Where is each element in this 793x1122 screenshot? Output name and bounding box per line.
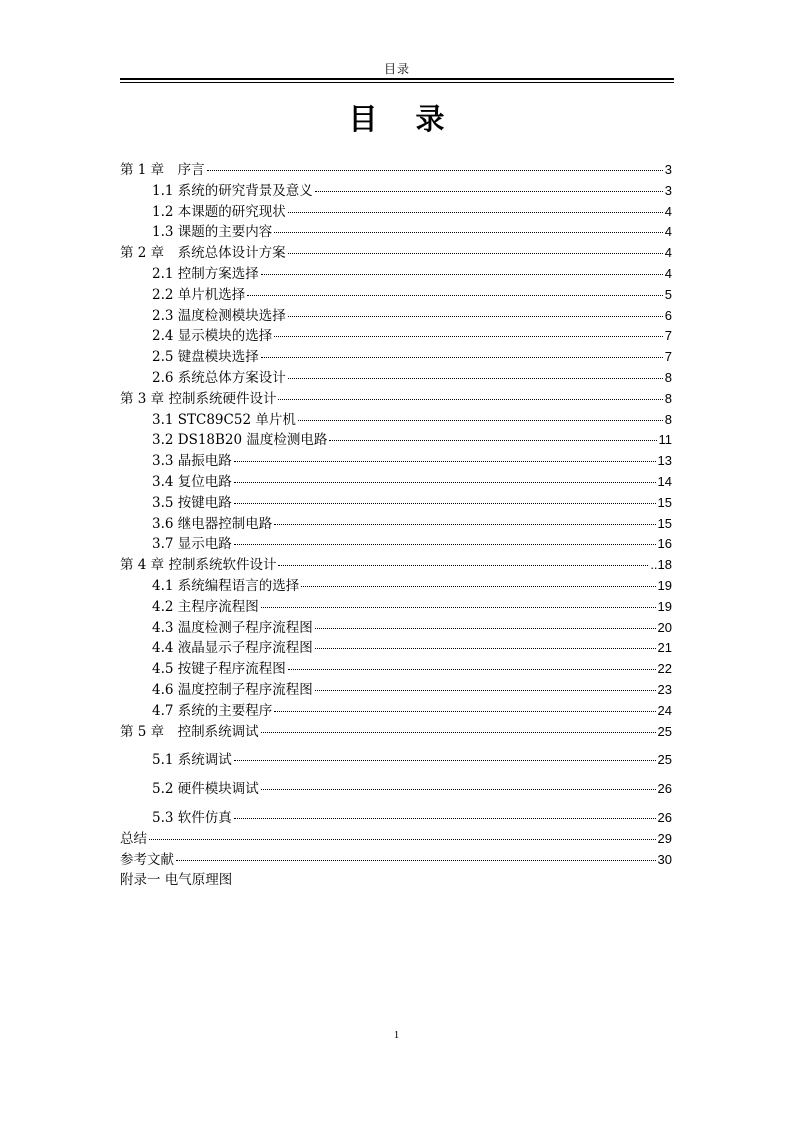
toc-entry-page: 8 (664, 411, 672, 427)
toc-entry-page: 4 (664, 265, 672, 281)
toc-entry-page: 30 (657, 851, 672, 867)
toc-entry-page: 24 (657, 702, 672, 718)
table-of-contents (120, 160, 672, 891)
toc-entry-label: 4.4 液晶显示子程序流程图 (152, 640, 313, 657)
toc-entry[interactable] (120, 638, 672, 659)
toc-dot-leader (149, 839, 656, 840)
toc-entry[interactable] (120, 680, 672, 701)
toc-entry-label: 2.6 系统总体方案设计 (152, 369, 286, 386)
toc-entry-page: 19 (657, 577, 672, 593)
toc-entry[interactable] (120, 722, 672, 743)
toc-entry-page: 25 (657, 723, 672, 739)
toc-entry[interactable] (120, 472, 672, 493)
toc-dot-leader (234, 760, 656, 761)
toc-dot-leader (261, 607, 656, 608)
toc-entry-page: 19 (657, 598, 672, 614)
toc-entry[interactable] (120, 347, 672, 368)
toc-dot-leader (278, 399, 662, 400)
toc-entry[interactable] (120, 534, 672, 555)
toc-entry[interactable] (120, 779, 672, 800)
toc-entry[interactable] (120, 597, 672, 618)
toc-entry-label: 2.1 控制方案选择 (152, 265, 259, 282)
toc-dot-leader (274, 232, 663, 233)
toc-entry-label: 5.1 系统调试 (152, 752, 232, 769)
toc-entry[interactable] (120, 576, 672, 597)
toc-entry[interactable] (120, 870, 672, 891)
toc-dot-leader (274, 711, 655, 712)
header-rule-thick (120, 78, 674, 80)
toc-entry-label: 4.2 主程序流程图 (152, 598, 259, 615)
toc-dot-leader (315, 690, 656, 691)
toc-dot-leader (261, 789, 656, 790)
toc-entry[interactable] (120, 850, 672, 871)
toc-entry-label: 第 3 章 控制系统硬件设计 (120, 390, 277, 407)
toc-dot-leader (288, 212, 663, 213)
toc-dot-leader (278, 565, 648, 566)
toc-entry-label: 4.7 系统的主要程序 (152, 702, 273, 719)
toc-entry-label: 3.5 按键电路 (152, 494, 232, 511)
toc-entry-label: 2.2 单片机选择 (152, 286, 246, 303)
toc-entry[interactable] (120, 410, 672, 431)
toc-entry-page: 23 (657, 681, 672, 697)
toc-dot-leader (301, 586, 655, 587)
toc-dot-leader (298, 420, 663, 421)
toc-entry[interactable] (120, 451, 672, 472)
toc-dot-leader (247, 295, 663, 296)
toc-dot-leader (261, 732, 656, 733)
toc-entry-label: 3.1 STC89C52 单片机 (152, 411, 296, 428)
toc-entry-label: 附录一 电气原理图 (120, 872, 233, 889)
toc-entry-page: 13 (657, 453, 672, 469)
header-title: 目录 (383, 62, 410, 76)
toc-dot-leader (315, 191, 663, 192)
toc-entry[interactable] (120, 659, 672, 680)
toc-entry-label: 第 1 章 序言 (120, 162, 205, 178)
toc-entry[interactable] (120, 160, 672, 181)
toc-entry[interactable] (120, 326, 672, 347)
toc-entry-page: 6 (664, 307, 672, 323)
toc-dot-leader (234, 818, 656, 819)
toc-entry[interactable] (120, 181, 672, 202)
toc-dot-leader (261, 274, 663, 275)
toc-dot-leader (274, 336, 663, 337)
toc-entry-page: 3 (664, 182, 672, 198)
toc-entry-label: 3.7 显示电路 (152, 536, 232, 553)
toc-entry[interactable] (120, 493, 672, 514)
toc-entry[interactable] (120, 202, 672, 223)
page-title: 目 录 (348, 102, 459, 136)
toc-entry[interactable] (120, 368, 672, 389)
toc-entry-page: 4 (664, 224, 672, 240)
toc-entry-page: ..18 (650, 557, 672, 573)
toc-entry-page: 11 (658, 432, 672, 448)
toc-entry-page: 7 (664, 349, 672, 365)
toc-entry[interactable] (120, 430, 672, 451)
toc-dot-leader (288, 316, 663, 317)
page-header (120, 58, 674, 88)
toc-entry-label: 4.3 温度检测子程序流程图 (152, 619, 313, 636)
toc-entry-page: 14 (657, 473, 672, 489)
toc-entry[interactable] (120, 222, 672, 243)
toc-dot-leader (274, 524, 655, 525)
toc-entry-label: 1.1 系统的研究背景及意义 (152, 182, 313, 199)
toc-dot-leader (234, 503, 656, 504)
toc-entry[interactable] (120, 306, 672, 327)
toc-entry-label: 总结 (120, 830, 147, 847)
toc-entry-page: 29 (657, 830, 672, 846)
toc-dot-leader (234, 544, 656, 545)
toc-entry-label: 4.5 按键子程序流程图 (152, 661, 286, 678)
toc-entry-page: 25 (657, 752, 672, 768)
toc-dot-leader (329, 440, 656, 441)
toc-dot-leader (288, 378, 663, 379)
toc-entry-page: 3 (664, 162, 672, 177)
toc-entry-page: 7 (664, 328, 672, 344)
header-rule-thin (120, 82, 674, 83)
toc-entry-label: 5.3 软件仿真 (152, 809, 232, 826)
toc-entry[interactable] (120, 243, 672, 264)
toc-dot-leader (288, 253, 663, 254)
toc-dot-leader (261, 357, 663, 358)
toc-dot-leader (176, 860, 656, 861)
toc-entry-label: 3.6 继电器控制电路 (152, 515, 273, 532)
toc-dot-leader (288, 669, 656, 670)
toc-entry[interactable] (120, 555, 672, 576)
toc-entry-page: 15 (657, 515, 672, 531)
toc-entry-page: 21 (657, 640, 672, 656)
toc-entry-page: 20 (657, 619, 672, 635)
toc-entry-page: 8 (664, 390, 672, 406)
toc-entry-page: 4 (664, 245, 672, 261)
toc-dot-leader (315, 628, 656, 629)
toc-entry-label: 3.2 DS18B20 温度检测电路 (152, 432, 328, 449)
toc-entry-page: 4 (664, 203, 672, 219)
toc-entry-page: 22 (657, 661, 672, 677)
toc-dot-leader (207, 170, 663, 171)
toc-entry[interactable] (120, 701, 672, 722)
toc-entry-page: 16 (657, 536, 672, 552)
toc-entry-label: 参考文献 (120, 851, 174, 868)
toc-entry-label: 2.5 键盘模块选择 (152, 349, 259, 366)
toc-entry-page: 26 (657, 781, 672, 797)
toc-entry-page: 5 (664, 286, 672, 302)
toc-entry-label: 4.1 系统编程语言的选择 (152, 577, 300, 594)
toc-entry-label: 第 2 章 系统总体设计方案 (120, 245, 286, 262)
toc-entry-label: 2.3 温度检测模块选择 (152, 307, 286, 324)
page-number: 1 (393, 1029, 400, 1041)
toc-entry-label: 第 4 章 控制系统软件设计 (120, 557, 277, 574)
toc-entry[interactable] (120, 618, 672, 639)
toc-dot-leader (315, 648, 656, 649)
toc-entry-label: 1.3 课题的主要内容 (152, 224, 273, 241)
toc-dot-leader (234, 482, 656, 483)
toc-dot-leader (234, 461, 656, 462)
toc-entry-label: 2.4 显示模块的选择 (152, 328, 273, 345)
toc-entry-label: 3.4 复位电路 (152, 473, 232, 490)
toc-entry[interactable] (120, 389, 672, 410)
toc-entry[interactable] (120, 285, 672, 306)
toc-entry[interactable] (120, 808, 672, 829)
toc-entry-label: 3.3 晶振电路 (152, 453, 232, 470)
toc-entry-page: 15 (657, 494, 672, 510)
toc-entry[interactable] (120, 514, 672, 535)
toc-entry-label: 第 5 章 控制系统调试 (120, 723, 259, 740)
toc-entry-page: 26 (657, 809, 672, 825)
toc-entry-label: 4.6 温度控制子程序流程图 (152, 681, 313, 698)
toc-entry[interactable] (120, 264, 672, 285)
toc-entry[interactable] (120, 829, 672, 850)
toc-entry[interactable] (120, 750, 672, 771)
toc-entry-label: 5.2 硬件模块调试 (152, 781, 259, 798)
toc-entry-label: 1.2 本课题的研究现状 (152, 203, 286, 220)
toc-entry-page: 8 (664, 369, 672, 385)
